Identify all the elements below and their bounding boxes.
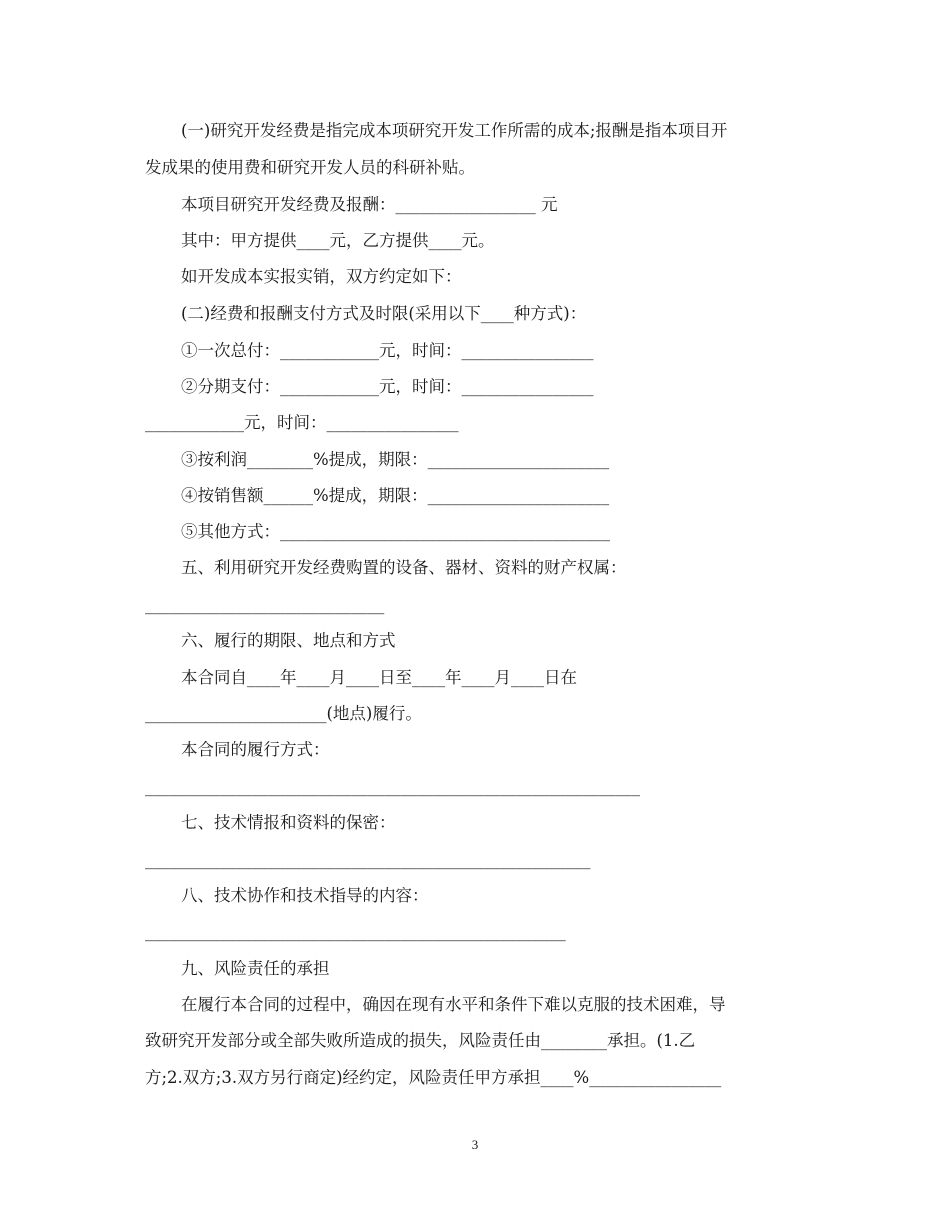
page-number: 3 [471, 1137, 479, 1152]
section-heading: 六、履行的期限、地点和方式 [181, 631, 396, 650]
text-line: ④按销售额______%提成，期限：______________________ [181, 486, 610, 505]
text-line: 本项目研究开发经费及报酬：_________________ 元 [181, 195, 558, 214]
text-line: 致研究开发部分或全部失败所造成的损失，风险责任由________承担。(1.乙 [145, 1031, 696, 1050]
text-line: 在履行本合同的过程中，确因在现有水平和条件下难以克服的技术困难，导 [181, 995, 726, 1014]
text-line: ______________________(地点)履行。 [145, 704, 422, 723]
section-heading: 五、利用研究开发经费购置的设备、器材、资料的财产权属： [181, 558, 627, 577]
section-heading: 八、技术协作和技术指导的内容： [181, 886, 429, 905]
text-line: (二)经费和报酬支付方式及时限(采用以下____种方式)： [181, 304, 587, 323]
blank-line: ___________________________________________________ [145, 922, 566, 941]
text-line: 如开发成本实报实销，双方约定如下： [181, 267, 462, 286]
section-heading: 九、风险责任的承担 [181, 959, 330, 978]
text-line: ⑤其他方式：________________________________________ [181, 522, 610, 541]
text-line: ③按利润________%提成，期限：______________________ [181, 450, 610, 469]
text-line: ①一次总付：____________元，时间：________________ [181, 341, 594, 360]
section-heading: 七、技术情报和资料的保密： [181, 813, 396, 832]
text-line: ____________元，时间：________________ [145, 413, 459, 432]
text-line: 发成果的使用费和研究开发人员的科研补贴。 [145, 158, 475, 177]
text-line: 方;2.双方;3.双方另行商定)经约定，风险责任甲方承担____%________________ [145, 1068, 722, 1087]
blank-line: ______________________________________________________ [145, 850, 591, 869]
text-line: 本合同自____年____月____日至____年____月____日在 [181, 668, 577, 687]
blank-line: ____________________________________________________________ [145, 777, 640, 796]
blank-line: _____________________________ [145, 595, 385, 614]
text-line: 本合同的履行方式： [181, 740, 330, 759]
text-line: ②分期支付：____________元，时间：________________ [181, 377, 594, 396]
text-line: 其中：甲方提供____元，乙方提供____元。 [181, 231, 495, 250]
text-line: (一)研究开发经费是指完成本项研究开发工作所需的成本;报酬是指本项目开 [181, 121, 728, 140]
